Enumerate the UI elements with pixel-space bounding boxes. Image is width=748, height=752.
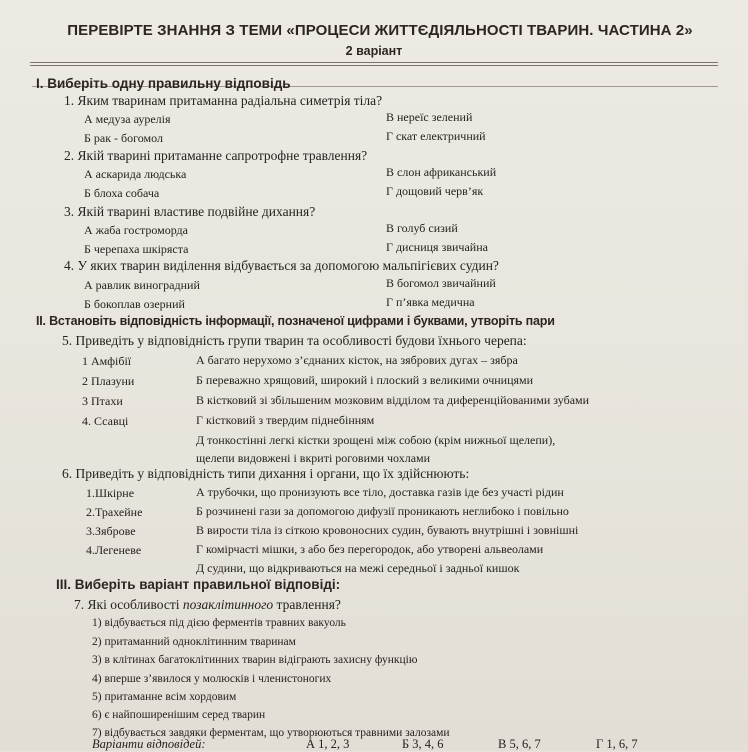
q5-right-a: А багато нерухомо з’єднаних кісток, на зябрових дугах – зябра — [196, 353, 518, 367]
question-6: 6. Приведіть у відповідність типи дихання і органи, що їх здійснюють: — [62, 466, 470, 481]
answers-label: Варіанти відповідей: — [92, 737, 206, 751]
q7-text-italic: позаклітинного — [182, 597, 274, 612]
q5-left-3: 3 Птахи — [82, 394, 123, 408]
q6-left-1: 1.Шкірне — [86, 486, 135, 500]
q7-text-after: травлення? — [273, 597, 341, 612]
section-3-title: III. Виберіть варіант правильної відповіді: — [56, 577, 341, 592]
divider — [30, 62, 718, 63]
question-1: 1. Яким тваринам притаманна радіальна симетрія тіла? — [64, 93, 383, 108]
q1-option-d: Г скат електричний — [386, 129, 486, 143]
q5-left-4: 4. Ссавці — [82, 414, 129, 428]
q6-right-a: А трубочки, що пронизують все тіло, доставка газів іде без участі рідин — [196, 485, 564, 499]
question-5: 5. Приведіть у відповідність групи тварин та особливості будови їхнього черепа: — [62, 333, 527, 348]
answer-b: Б 3, 4, 6 — [402, 737, 444, 751]
q2-option-c: В слон африканський — [386, 165, 497, 179]
q5-right-b: Б переважно хрящовий, широкий і плоский з великими очницями — [196, 373, 534, 387]
section-2-title: II. Встановіть відповідність інформації, позначеної цифрами і буквами, утворіть пари — [36, 314, 555, 328]
q7-item-5: 5) притаманне всім хордовим — [92, 691, 237, 703]
q5-left-1: 1 Амфібії — [82, 354, 132, 368]
question-7 — [74, 597, 341, 613]
question-3: 3. Якій тварині властиве подвійне дихання? — [64, 204, 316, 219]
q2-option-a: А аскарида людська — [84, 167, 187, 181]
answer-d: Г 1, 6, 7 — [596, 737, 638, 751]
q7-item-1: 1) відбувається під дією ферментів травних вакуоль — [92, 617, 346, 629]
q2-option-d: Г дощовий черв’як — [386, 184, 484, 198]
q6-right-b: Б розчинені гази за допомогою дифузії проникають неглибоко і повільно — [196, 504, 569, 518]
q5-right-d: Г кістковий з твердим піднебінням — [196, 413, 375, 427]
q7-text-before: 7. Які особливості — [74, 597, 183, 612]
q4-option-d: Г п’явка медична — [386, 295, 475, 309]
q4-option-c: В богомол звичайний — [386, 276, 496, 290]
q3-option-c: В голуб сизий — [386, 221, 458, 235]
q5-right-e-cont: щелепи видовжені і вкриті роговими чохлами — [196, 451, 431, 465]
q2-option-b: Б блоха собача — [84, 186, 160, 200]
q7-item-7: 7) відбувається завдяки ферментам, що утворюються травними залозами — [92, 727, 450, 739]
question-4: 4. У яких тварин виділення відбувається за допомогою мальпігієвих судин? — [64, 258, 499, 273]
q5-right-c: В кістковий зі збільшеним мозковим відділом та диференційованими зубами — [196, 393, 590, 407]
divider — [30, 65, 718, 66]
q4-option-b: Б бокоплав озерний — [84, 297, 185, 311]
answer-c: В 5, 6, 7 — [498, 737, 541, 751]
q7-item-4: 4) вперше з’явилося у молюсків і членистоногих — [92, 673, 332, 685]
q6-left-2: 2.Трахейне — [86, 505, 143, 519]
q6-left-3: 3.Зяброве — [86, 524, 136, 538]
q1-option-a: А медуза аурелія — [84, 112, 171, 126]
q1-option-b: Б рак - богомол — [84, 131, 163, 145]
q3-option-b: Б черепаха шкіряста — [84, 242, 189, 256]
answer-a: А 1, 2, 3 — [306, 737, 350, 751]
q5-left-2: 2 Плазуни — [82, 374, 135, 388]
q3-option-a: А жаба гостроморда — [84, 223, 188, 237]
q1-option-c: В нереїс зелений — [386, 110, 473, 124]
q7-item-6: 6) є найпоширенішим серед тварин — [92, 709, 266, 721]
q6-right-d: Г комірчасті мішки, з або без перегородок, або утворені альвеолами — [196, 542, 544, 556]
q4-option-a: А равлик виноградний — [84, 278, 200, 292]
q5-right-e: Д тонкостінні легкі кістки зрощені між собою (крім нижньої щелепи), — [196, 433, 556, 447]
variant-label: 2 варіант — [345, 44, 403, 58]
q6-right-c: В вирости тіла із сіткою кровоносних судин, бувають внутрішні і зовнішні — [196, 523, 579, 537]
question-2: 2. Якій тварині притаманне сапротрофне травлення? — [64, 148, 368, 163]
q6-right-e: Д судини, що відкриваються на межі середньої і задньої кишок — [196, 561, 520, 575]
page-title: ПЕРЕВІРТЕ ЗНАННЯ З ТЕМИ «ПРОЦЕСИ ЖИТТЄДІЯЛЬНОСТІ ТВАРИН. ЧАСТИНА 2» — [67, 22, 693, 39]
q7-item-2: 2) притаманний одноклітинним тваринам — [92, 636, 296, 648]
section-1-title: I. Виберіть одну правильну відповідь — [36, 76, 291, 91]
q6-left-4: 4.Легеневе — [86, 543, 142, 557]
q3-option-d: Г дисниця звичайна — [386, 240, 488, 254]
q7-item-3: 3) в клітинах багатоклітинних тварин відіграють захисну функцію — [92, 654, 418, 666]
